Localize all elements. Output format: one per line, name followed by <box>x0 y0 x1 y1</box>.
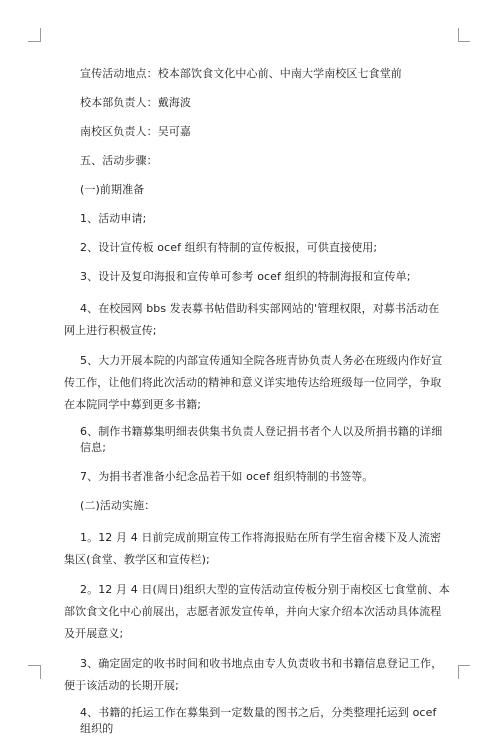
paragraph: 南校区负责人：吴可嘉 <box>80 125 191 138</box>
crop-mark-top-right-h <box>458 41 470 42</box>
document-body <box>64 66 450 750</box>
paragraph: 五、活动步骤： <box>80 154 158 167</box>
paragraph: 校本部负责人：戴海波 <box>80 96 191 109</box>
paragraph: 1、活动申请; <box>80 212 147 225</box>
paragraph: 2。12 月 4 日(周日)组织大型的宣传活动宣传板分别于南校区七食堂前、本部饮食文化中心前展出，志愿者派发宣传单，并向大家介绍本次活动具体流程及开展意义; <box>64 583 450 640</box>
paragraph: 2、设计宣传板 ocef 组织有特制的宣传板报，可供直接使用; <box>80 241 378 254</box>
paragraph: 4、在校园网 bbs 发表募书帖借助科实部网站的'管理权限，对募书活动在网上进行积极宣传; <box>64 302 440 337</box>
crop-mark-bottom-left-h <box>28 665 40 666</box>
crop-mark-bottom-left-v <box>40 665 41 679</box>
crop-mark-bottom-right-v <box>458 665 459 679</box>
paragraph: 3、确定固定的收书时间和收书地点由专人负责收书和书籍信息登记工作，便于该活动的长期开展; <box>64 657 443 692</box>
crop-mark-top-left-v <box>40 28 41 42</box>
crop-mark-top-left-h <box>28 41 40 42</box>
paragraph: (一)前期准备 <box>80 183 145 196</box>
paragraph: 1。12 月 4 日前完成前期宣传工作将海报贴在所有学生宿舍楼下及人流密集区(食堂、教学区和宣传栏); <box>64 531 442 566</box>
paragraph: 4、书籍的托运工作在募集到一定数量的图书之后，分类整理托运到 ocef 组织的 <box>80 706 437 735</box>
crop-mark-top-right-v <box>458 28 459 42</box>
paragraph: 5、大力开展本院的内部宣传通知全院各班青协负责人务必在班级内作好宣传工作，让他们将此次活动的精神和意义详实地传达给班级每一位同学，争取在本院同学中募到更多书籍; <box>64 354 443 411</box>
paragraph: 7、为捐书者准备小纪念品若干如 ocef 组织特制的书签等。 <box>80 470 374 483</box>
paragraph: 6、制作书籍募集明细表供集书负责人登记捐书者个人以及所捐书籍的详细信息; <box>80 425 443 454</box>
paragraph: 宣传活动地点：校本部饮食文化中心前、中南大学南校区七食堂前 <box>80 67 402 80</box>
paragraph: 3、设计及复印海报和宣传单可参考 ocef 组织的特制海报和宣传单; <box>80 270 411 283</box>
crop-mark-bottom-right-h <box>458 665 470 666</box>
paragraph: (二)活动实施： <box>80 499 156 512</box>
